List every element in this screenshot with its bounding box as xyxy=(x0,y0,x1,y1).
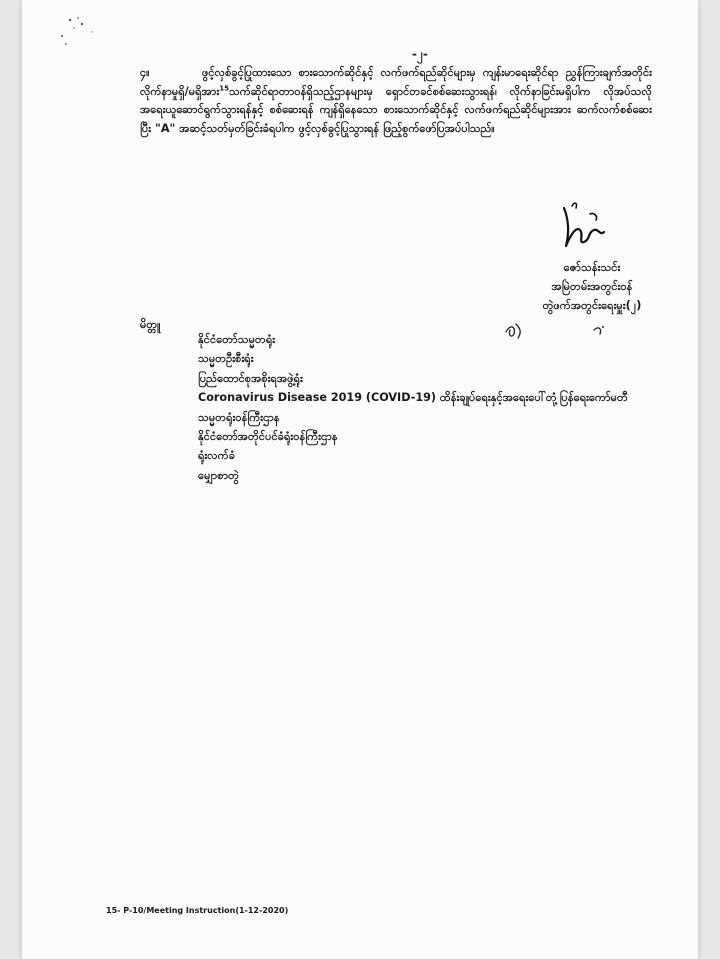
cc-label: မိတ္တူ xyxy=(140,318,161,331)
signer-name: ဇော်သန်းသင်း xyxy=(563,261,621,274)
paragraph-number: ၄။ xyxy=(140,66,150,79)
instruction-paragraph xyxy=(140,64,652,138)
footnote-marker: 15 xyxy=(219,83,230,92)
cc-recipient-list xyxy=(198,330,628,485)
document-page xyxy=(22,0,698,959)
paragraph-text-part-2: သက်ဆိုင်ရာတာဝန်ရှိသည့်ဌာနများမှ ရှောင်တခင်စစ်ဆေးသွားရန်၊ လိုက်နာခြင်းမရှိပါက လိုအပ်သလို အရေးယူဆောင်ရွက်သွားရန်နှင့် စစ်ဆေးရန် ကျန်ရှိနေသော စားသောက်ဆိုင်နှင့် လက်ဖက်ရည်ဆိုင်များအား ဆက်လက်စစ်ဆေးပြီး "A" အဆင့်သတ်မှတ်ခြင်းခံရပါက ဖွင့်လှစ်ခွင့်ပြုသွားရန် ဖြည့်စွက်ဖော်ပြအပ်ပါသည်။ xyxy=(140,84,652,135)
cc-recipient: မျှောစာတွဲ xyxy=(198,468,240,482)
cc-recipient: ပြည်ထောင်စုအစိုးရအဖွဲ့ရုံး xyxy=(198,371,303,385)
cc-recipient: နိုင်ငံတော်အတိုင်ပင်ခံရုံးဝန်ကြီးဌာန xyxy=(198,430,338,444)
cc-recipient: နိုင်ငံတော်သမ္မတရုံး xyxy=(198,333,276,346)
signer-department: တွဲဖက်အတွင်းရေးမှူး(၂) xyxy=(542,299,642,312)
scan-specks xyxy=(52,12,132,52)
paragraph-text-part-1: ဖွင့်လှစ်ခွင့်ပြုထားသော စားသောက်ဆိုင်နှင့် လက်ဖက်ရည်ဆိုင်များမှ ကျန်းမာရေးဆိုင်ရာ ညွှန်ကြားချက်အတိုင်း လိုက်နာမှုရှိ/မရှိအား xyxy=(140,66,652,98)
page-number: -၂- xyxy=(412,47,428,61)
handwritten-signature xyxy=(550,196,608,258)
signer-block xyxy=(492,258,692,315)
signer-title: အမြဲတမ်းအတွင်းဝန် xyxy=(551,280,633,293)
cc-recipient: Coronavirus Disease 2019 (COVID-19) ထိန်းချုပ်ရေးနှင့်အရေးပေါ်တုံ့ပြန်ရေးကော်မတီ xyxy=(198,391,628,405)
footer-reference: 15- P-10/Meeting Instruction(1-12-2020) xyxy=(106,906,289,915)
cc-recipient: သမ္မတရုံးဝန်ကြီးဌာန xyxy=(198,410,280,424)
cc-recipient: သမ္မတဦးစီးရုံး xyxy=(198,352,254,366)
cc-recipient: ရုံးလက်ခံ xyxy=(198,449,235,463)
